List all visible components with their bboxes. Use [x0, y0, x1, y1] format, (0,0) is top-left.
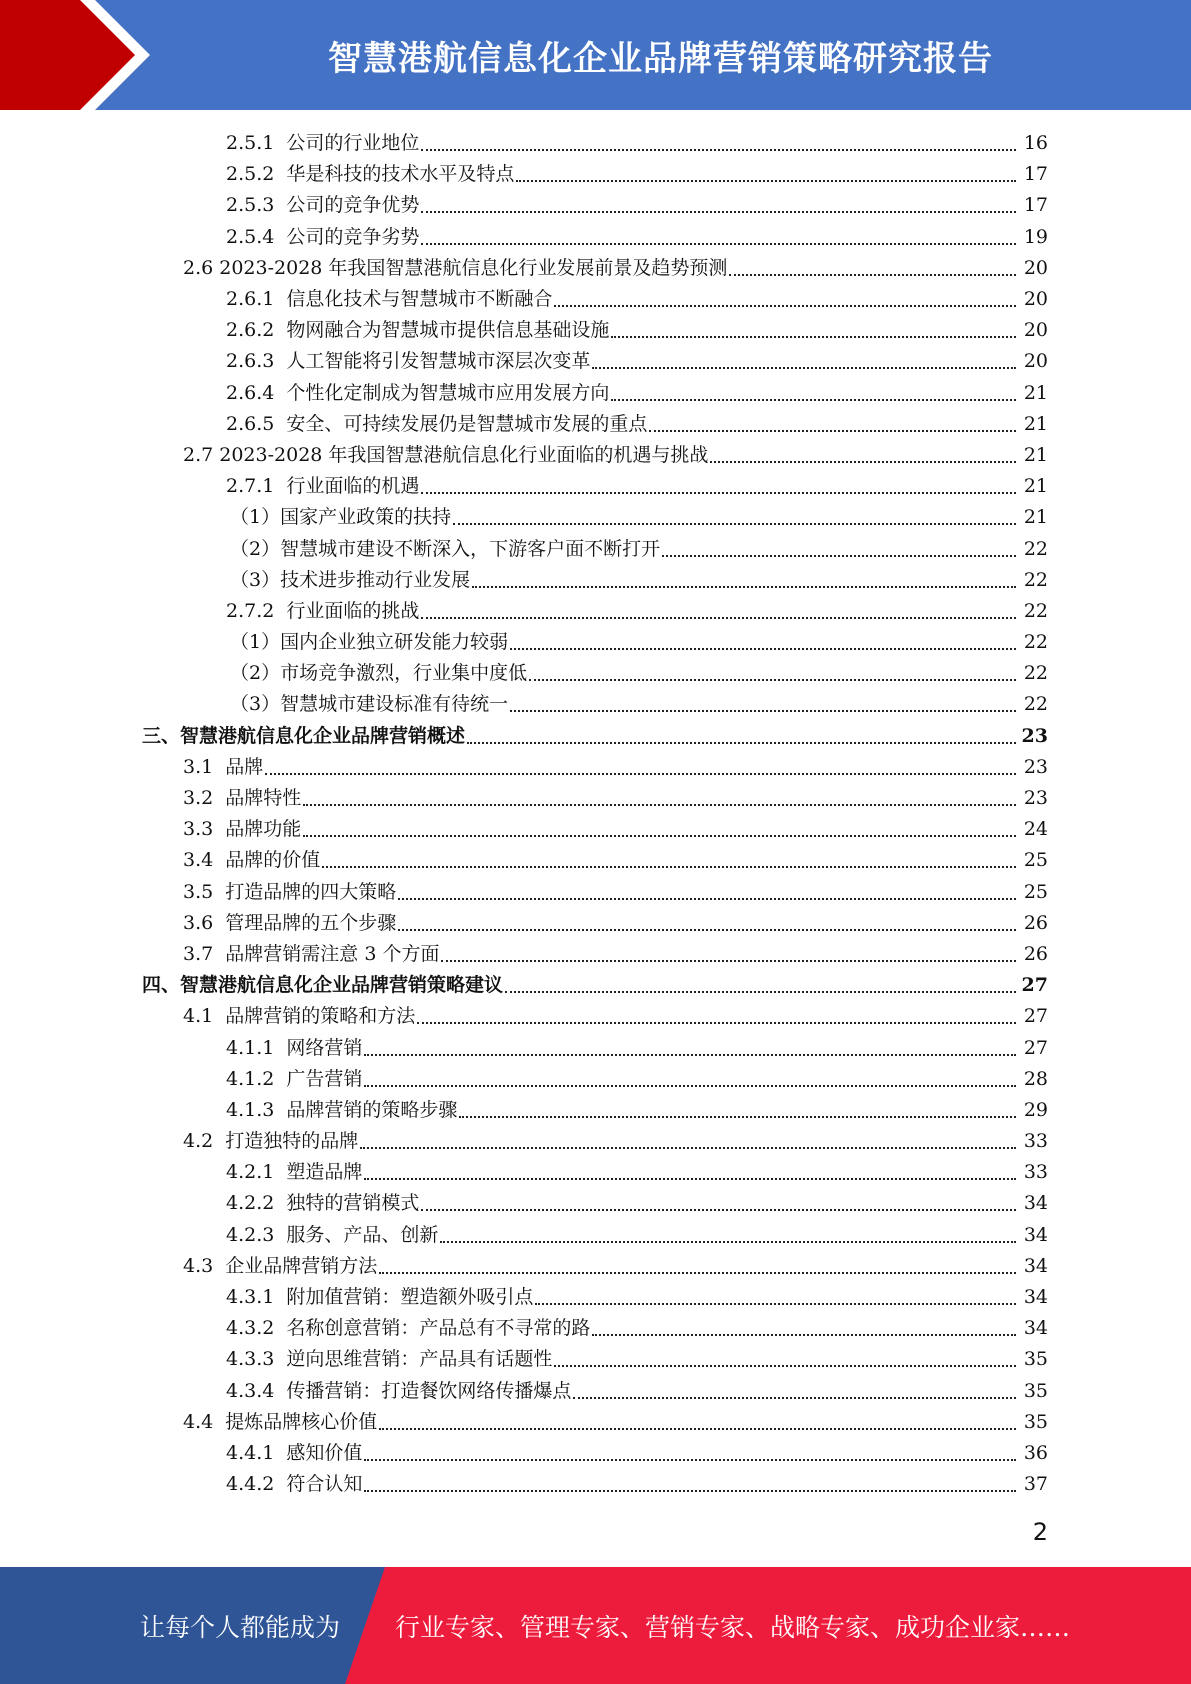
toc-dot-leader [364, 1066, 1016, 1087]
toc-entry-page: 22 [1023, 537, 1048, 560]
toc-entry[interactable] [0, 1376, 1191, 1407]
toc-entry[interactable] [0, 222, 1191, 253]
toc-entry[interactable] [0, 253, 1191, 284]
footer-roles: 行业专家、管理专家、营销专家、战略专家、成功企业家…… [395, 1612, 1071, 1642]
toc-entry[interactable] [0, 315, 1191, 346]
toc-entry-title: 2.6.4 个性化定制成为智慧城市应用发展方向 [226, 381, 610, 404]
toc-dot-leader [472, 567, 1016, 588]
toc-dot-leader [505, 972, 1016, 993]
toc-dot-leader [510, 629, 1016, 650]
toc-entry-page: 16 [1023, 132, 1048, 155]
toc-entry-page: 23 [1021, 724, 1048, 747]
toc-entry[interactable] [0, 1126, 1191, 1157]
toc-dot-leader [360, 1128, 1016, 1149]
toc-dot-leader [417, 1003, 1016, 1024]
toc-dot-leader [364, 1471, 1016, 1492]
toc-entry-page: 22 [1023, 631, 1048, 654]
toc-entry-page: 22 [1023, 568, 1048, 591]
toc-entry-title: （1）国家产业政策的扶持 [230, 506, 452, 529]
toc-entry[interactable] [0, 1251, 1191, 1282]
toc-entry-title: 4.2.3 服务、产品、创新 [226, 1223, 439, 1246]
toc-dot-leader [265, 754, 1016, 775]
toc-entry-title: 4.4 提炼品牌核心价值 [183, 1410, 378, 1433]
toc-entry-title: 3.7 品牌营销需注意 3 个方面 [183, 942, 440, 965]
toc-entry-title: 4.1.3 品牌营销的策略步骤 [226, 1098, 458, 1121]
toc-dot-leader [649, 411, 1016, 432]
toc-entry-page: 27 [1021, 974, 1048, 997]
toc-dot-leader [303, 816, 1016, 837]
toc-entry-title: （2）智慧城市建设不断深入，下游客户面不断打开 [230, 537, 661, 560]
toc-dot-leader [398, 879, 1016, 900]
toc-entry-page: 21 [1023, 475, 1048, 498]
toc-dot-leader [592, 1315, 1016, 1336]
table-of-contents [0, 128, 1191, 1500]
toc-dot-leader [421, 192, 1016, 213]
toc-entry-page: 23 [1023, 755, 1048, 778]
toc-entry-page: 37 [1023, 1473, 1048, 1496]
toc-entry-title: 4.1 品牌营销的策略和方法 [183, 1005, 416, 1028]
toc-entry-title: 4.3.4 传播营销：打造餐饮网络传播爆点 [226, 1379, 572, 1402]
toc-entry-title: 4.2.1 塑造品牌 [226, 1161, 363, 1184]
toc-entry-page: 34 [1023, 1317, 1048, 1340]
toc-entry-page: 21 [1023, 412, 1048, 435]
toc-entry-page: 35 [1023, 1379, 1048, 1402]
toc-entry-title: 4.3.1 附加值营销：塑造额外吸引点 [226, 1286, 534, 1309]
toc-dot-leader [611, 380, 1016, 401]
toc-entry[interactable] [0, 970, 1191, 1001]
toc-entry-title: 2.5.1 公司的行业地位 [226, 132, 420, 155]
toc-entry-title: 3.4 品牌的价值 [183, 849, 321, 872]
toc-entry-title: 4.3.2 名称创意营销：产品总有不寻常的路 [226, 1317, 591, 1340]
toc-entry[interactable] [0, 845, 1191, 876]
toc-entry-title: 2.6 2023-2028 年我国智慧港航信息化行业发展前景及趋势预测 [183, 256, 728, 279]
toc-dot-leader [322, 847, 1016, 868]
toc-entry[interactable] [0, 159, 1191, 190]
page-number: 2 [1032, 1518, 1048, 1546]
toc-dot-leader [467, 723, 1016, 744]
toc-entry-title: 2.6.5 安全、可持续发展仍是智慧城市发展的重点 [226, 412, 648, 435]
toc-dot-leader [710, 442, 1016, 463]
toc-entry-page: 36 [1023, 1441, 1048, 1464]
toc-entry-page: 26 [1023, 911, 1048, 934]
toc-entry[interactable] [0, 689, 1191, 720]
toc-entry[interactable] [0, 1313, 1191, 1344]
toc-dot-leader [510, 691, 1016, 712]
toc-entry[interactable] [0, 378, 1191, 409]
toc-dot-leader [421, 224, 1016, 245]
toc-entry-page: 26 [1023, 942, 1048, 965]
toc-entry-page: 24 [1023, 818, 1048, 841]
toc-entry[interactable] [0, 596, 1191, 627]
toc-dot-leader [554, 1346, 1016, 1367]
toc-entry-title: 2.5.3 公司的竞争优势 [226, 194, 420, 217]
toc-dot-leader [303, 785, 1016, 806]
toc-entry-page: 29 [1023, 1098, 1048, 1121]
toc-dot-leader [440, 1222, 1016, 1243]
toc-entry-title: 2.6.1 信息化技术与智慧城市不断融合 [226, 288, 553, 311]
toc-entry-page: 17 [1023, 194, 1048, 217]
toc-dot-leader [421, 473, 1016, 494]
toc-entry-title: 4.1.1 网络营销 [226, 1036, 363, 1059]
toc-entry[interactable] [0, 908, 1191, 939]
toc-entry-title: 4.1.2 广告营销 [226, 1067, 363, 1090]
toc-entry[interactable] [0, 1095, 1191, 1126]
toc-dot-leader [364, 1159, 1016, 1180]
toc-entry-page: 35 [1023, 1410, 1048, 1433]
toc-entry[interactable] [0, 502, 1191, 533]
toc-entry-title: 2.5.4 公司的竞争劣势 [226, 225, 420, 248]
toc-entry-title: 3.2 品牌特性 [183, 787, 302, 810]
toc-entry[interactable] [0, 346, 1191, 377]
toc-entry-page: 28 [1023, 1067, 1048, 1090]
toc-entry-page: 27 [1023, 1005, 1048, 1028]
toc-entry-title: 3.6 管理品牌的五个步骤 [183, 911, 397, 934]
toc-entry-page: 34 [1023, 1286, 1048, 1309]
toc-entry-title: 2.7.1 行业面临的机遇 [226, 475, 420, 498]
toc-entry-page: 25 [1023, 880, 1048, 903]
toc-entry[interactable] [0, 1469, 1191, 1500]
toc-entry-title: 4.4.1 感知价值 [226, 1441, 363, 1464]
toc-entry[interactable] [0, 1344, 1191, 1375]
toc-entry-title: 3.5 打造品牌的四大策略 [183, 880, 397, 903]
arrow-icon [0, 0, 170, 110]
toc-entry[interactable] [0, 721, 1191, 752]
toc-entry-title: 三、智慧港航信息化企业品牌营销概述 [142, 724, 466, 747]
page-header [0, 0, 1191, 110]
toc-dot-leader [529, 660, 1016, 681]
toc-entry[interactable] [0, 1001, 1191, 1032]
toc-entry-page: 20 [1023, 319, 1048, 342]
toc-entry-title: 4.3 企业品牌营销方法 [183, 1254, 378, 1277]
toc-dot-leader [421, 1190, 1016, 1211]
toc-entry[interactable] [0, 1032, 1191, 1063]
toc-entry[interactable] [0, 471, 1191, 502]
toc-entry-page: 33 [1023, 1130, 1048, 1153]
toc-entry-title: 4.2.2 独特的营销模式 [226, 1192, 420, 1215]
toc-entry-page: 21 [1023, 506, 1048, 529]
toc-entry[interactable] [0, 783, 1191, 814]
toc-dot-leader [662, 536, 1016, 557]
toc-entry[interactable] [0, 1438, 1191, 1469]
toc-entry-title: 3.3 品牌功能 [183, 818, 302, 841]
toc-entry-title: 4.2 打造独特的品牌 [183, 1130, 359, 1153]
toc-entry[interactable] [0, 1188, 1191, 1219]
toc-entry[interactable] [0, 658, 1191, 689]
toc-entry-title: 2.5.2 华是科技的技术水平及特点 [226, 163, 515, 186]
report-title: 智慧港航信息化企业品牌营销策略研究报告 [328, 38, 993, 79]
toc-entry[interactable] [0, 1157, 1191, 1188]
toc-dot-leader [535, 1284, 1016, 1305]
toc-dot-leader [421, 598, 1016, 619]
toc-entry[interactable] [0, 1407, 1191, 1438]
toc-entry-page: 20 [1023, 288, 1048, 311]
toc-entry-page: 17 [1023, 163, 1048, 186]
toc-dot-leader [611, 317, 1016, 338]
toc-dot-leader [398, 910, 1016, 931]
toc-entry-page: 20 [1023, 350, 1048, 373]
toc-dot-leader [441, 941, 1016, 962]
toc-dot-leader [453, 504, 1016, 525]
toc-entry[interactable] [0, 128, 1191, 159]
toc-entry-title: 4.3.3 逆向思维营销：产品具有话题性 [226, 1348, 553, 1371]
toc-entry[interactable] [0, 1282, 1191, 1313]
footer-slogan: 让每个人都能成为 [140, 1612, 341, 1642]
toc-entry-page: 22 [1023, 693, 1048, 716]
toc-dot-leader [729, 255, 1016, 276]
toc-entry[interactable] [0, 877, 1191, 908]
toc-entry-title: 2.6.3 人工智能将引发智慧城市深层次变革 [226, 350, 591, 373]
toc-entry-title: 四、智慧港航信息化企业品牌营销策略建议 [142, 974, 504, 997]
toc-entry-title: 2.6.2 物网融合为智慧城市提供信息基础设施 [226, 319, 610, 342]
toc-dot-leader [592, 348, 1016, 369]
toc-dot-leader [364, 1440, 1016, 1461]
toc-entry-page: 21 [1023, 381, 1048, 404]
toc-entry-title: （3）智慧城市建设标准有待统一 [230, 693, 509, 716]
toc-dot-leader [516, 161, 1016, 182]
toc-entry[interactable] [0, 533, 1191, 564]
page-footer [0, 1567, 1191, 1684]
toc-entry-page: 35 [1023, 1348, 1048, 1371]
toc-entry[interactable] [0, 190, 1191, 221]
toc-dot-leader [554, 286, 1016, 307]
toc-entry-page: 34 [1023, 1192, 1048, 1215]
toc-entry[interactable] [0, 409, 1191, 440]
toc-entry[interactable] [0, 1064, 1191, 1095]
toc-entry-page: 21 [1023, 443, 1048, 466]
toc-entry-title: 3.1 品牌 [183, 755, 264, 778]
toc-entry[interactable] [0, 284, 1191, 315]
toc-entry[interactable] [0, 565, 1191, 596]
toc-dot-leader [379, 1253, 1016, 1274]
toc-entry-page: 19 [1023, 225, 1048, 248]
toc-entry[interactable] [0, 1220, 1191, 1251]
toc-entry-page: 22 [1023, 599, 1048, 622]
toc-entry-title: （1）国内企业独立研发能力较弱 [230, 631, 509, 654]
toc-entry[interactable] [0, 627, 1191, 658]
toc-entry-page: 33 [1023, 1161, 1048, 1184]
toc-entry[interactable] [0, 752, 1191, 783]
toc-entry-page: 22 [1023, 662, 1048, 685]
toc-entry[interactable] [0, 814, 1191, 845]
toc-entry-title: 2.7 2023-2028 年我国智慧港航信息化行业面临的机遇与挑战 [183, 443, 709, 466]
toc-entry-page: 23 [1023, 787, 1048, 810]
toc-dot-leader [364, 1035, 1016, 1056]
toc-entry-page: 27 [1023, 1036, 1048, 1059]
toc-entry-page: 34 [1023, 1223, 1048, 1246]
toc-entry-title: 2.7.2 行业面临的挑战 [226, 599, 420, 622]
toc-dot-leader [421, 130, 1016, 151]
toc-entry[interactable] [0, 440, 1191, 471]
toc-entry-title: 4.4.2 符合认知 [226, 1473, 363, 1496]
toc-entry-title: （3）技术进步推动行业发展 [230, 568, 471, 591]
toc-entry-title: （2）市场竞争激烈，行业集中度低 [230, 662, 528, 685]
toc-dot-leader [459, 1097, 1016, 1118]
toc-dot-leader [573, 1378, 1016, 1399]
toc-entry-page: 34 [1023, 1254, 1048, 1277]
toc-dot-leader [379, 1409, 1016, 1430]
toc-entry-page: 25 [1023, 849, 1048, 872]
toc-entry-page: 20 [1023, 256, 1048, 279]
toc-entry[interactable] [0, 939, 1191, 970]
